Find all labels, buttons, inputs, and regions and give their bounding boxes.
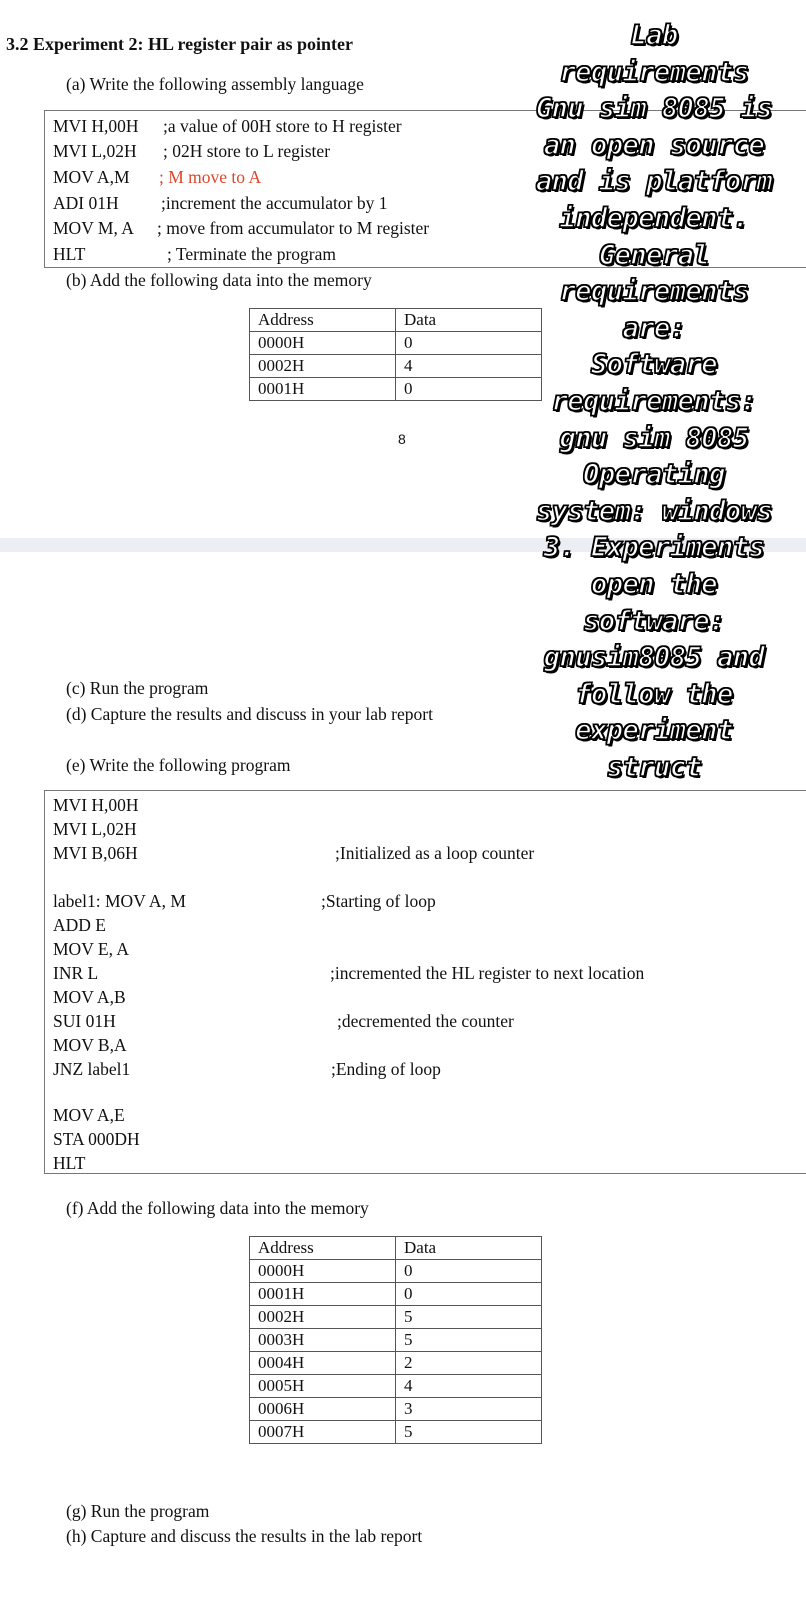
table-cell: 0 — [396, 1260, 542, 1283]
table-row — [250, 1352, 542, 1375]
p1-code-0: MVI H,00H — [53, 116, 139, 136]
overlay-line: Operating — [583, 459, 725, 491]
overlay-line: Gnu sim 8085 is — [535, 93, 773, 125]
memory-table-1 — [249, 308, 542, 401]
p2-line-3: label1: MOV A, M — [53, 891, 186, 911]
table-row — [250, 1237, 542, 1260]
step-e: (e) Write the following program — [66, 755, 291, 775]
overlay-line: open the — [590, 568, 718, 600]
table-cell: 5 — [396, 1421, 542, 1444]
p2-line-1: MVI L,02H — [53, 819, 137, 839]
table-row — [250, 1329, 542, 1352]
table-cell: 0002H — [250, 355, 396, 378]
p1-comment-1: ; 02H store to L register — [163, 141, 331, 161]
p2-line-7: MOV A,B — [53, 987, 126, 1007]
overlay-line: are: — [622, 312, 686, 344]
table-row — [250, 309, 542, 332]
p2-line-9: MOV B,A — [53, 1035, 127, 1055]
overlay-line: and is platform — [535, 166, 773, 198]
table-row — [250, 1375, 542, 1398]
table-cell: 2 — [396, 1352, 542, 1375]
table-cell: 0002H — [250, 1306, 396, 1329]
p2-comment-1: ;Starting of loop — [321, 891, 436, 911]
overlay-line: gnu sim 8085 — [559, 422, 749, 454]
program2-box — [44, 790, 806, 1174]
table-header-data: Data — [396, 1237, 542, 1260]
table-cell: 4 — [396, 1375, 542, 1398]
table-cell: 3 — [396, 1398, 542, 1421]
table-cell: 5 — [396, 1306, 542, 1329]
table-header-data: Data — [396, 309, 542, 332]
table-cell: 0003H — [250, 1329, 396, 1352]
p2-line-12: STA 000DH — [53, 1129, 140, 1149]
table-cell: 0007H — [250, 1421, 396, 1444]
table-cell: 0 — [396, 1283, 542, 1306]
table-row — [250, 1283, 542, 1306]
overlay-line: an open source — [543, 129, 765, 161]
p2-comment-3: ;decremented the counter — [337, 1011, 514, 1031]
table-header-address: Address — [250, 309, 396, 332]
p2-line-0: MVI H,00H — [53, 795, 139, 815]
p1-code-2: MOV A,M — [53, 167, 130, 187]
overlay-line: follow the — [575, 678, 733, 710]
step-c: (c) Run the program — [66, 678, 209, 698]
page-number: 8 — [398, 431, 406, 447]
overlay-line: requirements — [559, 56, 749, 88]
step-g: (g) Run the program — [66, 1501, 210, 1521]
p2-line-5: MOV E, A — [53, 939, 130, 959]
step-b: (b) Add the following data into the memory — [66, 270, 372, 290]
table-row — [250, 1421, 542, 1444]
table-row — [250, 355, 542, 378]
overlay-line: software: — [583, 605, 725, 637]
p2-comment-2: ;incremented the HL register to next location — [330, 963, 645, 983]
overlay-line: requirements: — [551, 385, 757, 417]
p1-comment-3: ;increment the accumulator by 1 — [161, 193, 388, 213]
overlay-line: Software — [590, 349, 718, 381]
overlay-line: General — [598, 239, 710, 271]
overlay-line: system: windows — [535, 495, 773, 527]
overlay-text — [504, 18, 804, 786]
table-row — [250, 1306, 542, 1329]
section-title: 3.2 Experiment 2: HL register pair as pointer — [6, 34, 353, 54]
table-cell: 5 — [396, 1329, 542, 1352]
table-cell: 0006H — [250, 1398, 396, 1421]
p2-line-6: INR L — [53, 963, 99, 983]
step-f: (f) Add the following data into the memory — [66, 1198, 369, 1218]
overlay-line: 3. Experiments — [543, 532, 765, 564]
p1-comment-4: ; move from accumulator to M register — [157, 218, 430, 238]
p1-comment-0: ;a value of 00H store to H register — [163, 116, 402, 136]
table-cell: 0004H — [250, 1352, 396, 1375]
overlay-line: experiment — [575, 715, 733, 747]
p2-line-13: HLT — [53, 1153, 86, 1173]
p2-comment-0: ;Initialized as a loop counter — [335, 843, 535, 863]
p2-line-4: ADD E — [53, 915, 106, 935]
table-cell: 0000H — [250, 332, 396, 355]
table-row — [250, 1398, 542, 1421]
p2-comment-4: ;Ending of loop — [331, 1059, 441, 1079]
overlay-line: independent. — [559, 202, 749, 234]
table-cell: 0005H — [250, 1375, 396, 1398]
memory-table-2 — [249, 1236, 542, 1444]
p1-code-3: ADI 01H — [53, 193, 119, 213]
table-row — [250, 332, 542, 355]
table-cell: 0 — [396, 378, 542, 401]
overlay-line: gnusim8085 and — [543, 642, 765, 674]
overlay-line: struct — [606, 751, 702, 783]
table-cell: 0 — [396, 332, 542, 355]
table-cell: 0001H — [250, 378, 396, 401]
table-cell: 0000H — [250, 1260, 396, 1283]
overlay-line: Lab — [630, 20, 678, 51]
p1-code-4: MOV M, A — [53, 218, 134, 238]
step-a: (a) Write the following assembly language — [66, 74, 364, 94]
table-cell: 4 — [396, 355, 542, 378]
table-header-address: Address — [250, 1237, 396, 1260]
table-row — [250, 1260, 542, 1283]
p2-line-2: MVI B,06H — [53, 843, 138, 863]
step-h: (h) Capture and discuss the results in the lab report — [66, 1526, 423, 1546]
p1-code-5: HLT — [53, 244, 86, 264]
step-d: (d) Capture the results and discuss in your lab report — [66, 704, 433, 724]
p2-line-8: SUI 01H — [53, 1011, 116, 1031]
p1-comment-5: ; Terminate the program — [167, 244, 337, 264]
p2-line-10: JNZ label1 — [53, 1059, 131, 1079]
p1-code-1: MVI L,02H — [53, 141, 137, 161]
p1-comment-2: ; M move to A — [159, 167, 262, 187]
table-row — [250, 378, 542, 401]
table-cell: 0001H — [250, 1283, 396, 1306]
overlay-line: requirements — [559, 276, 749, 308]
p2-line-11: MOV A,E — [53, 1105, 125, 1125]
